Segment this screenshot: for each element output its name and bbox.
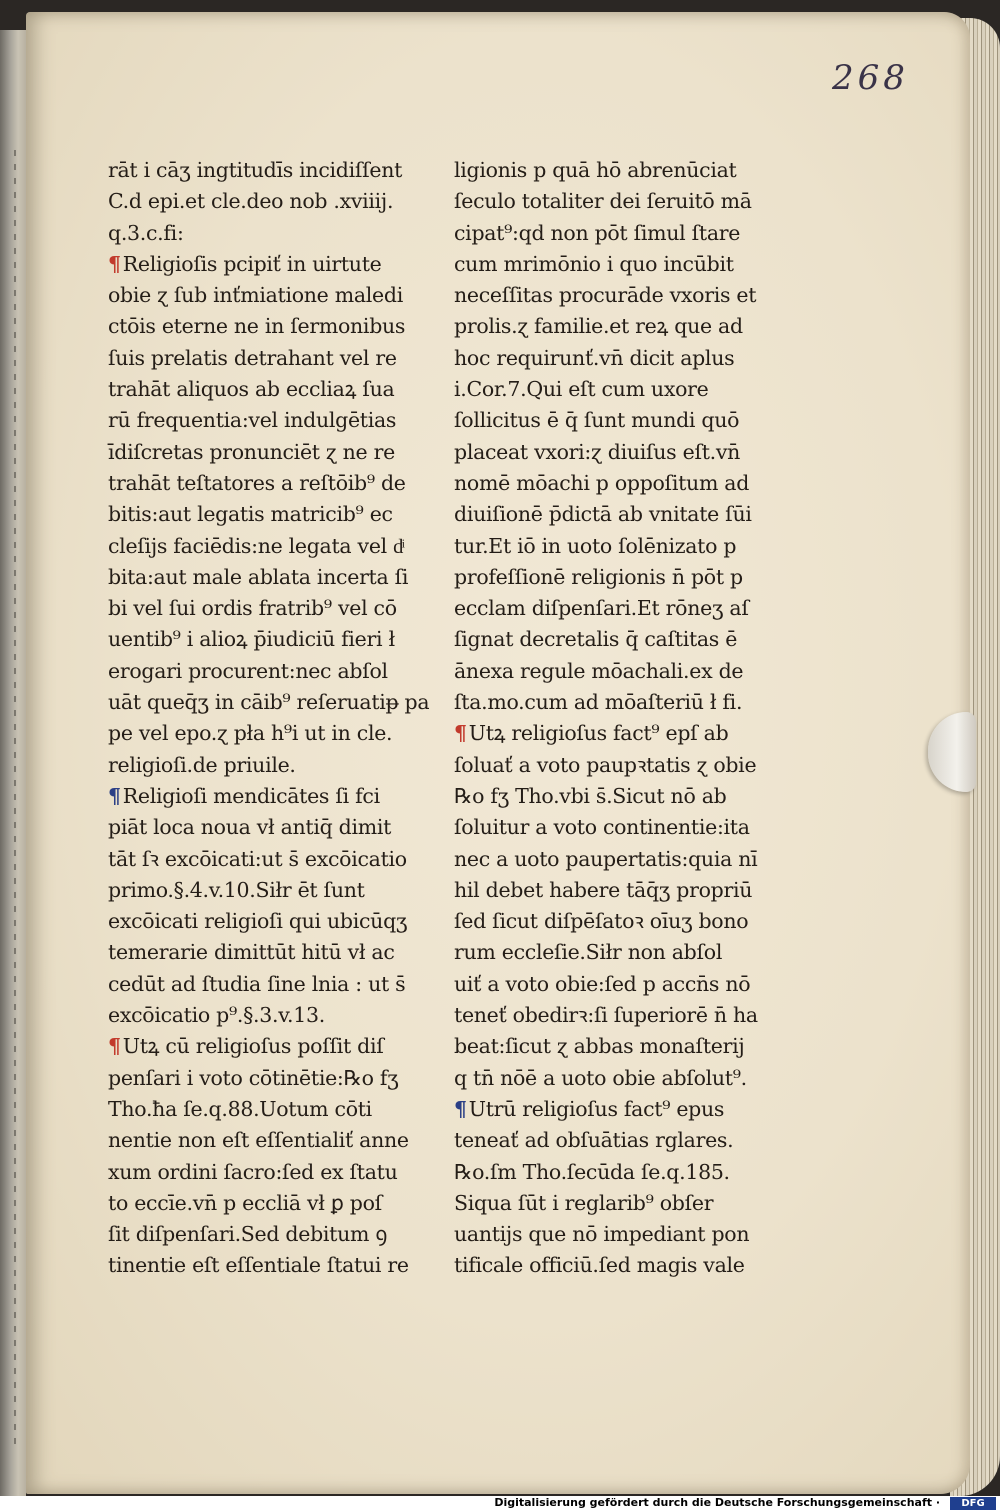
text-line [108,624,453,655]
line-text: placeat vxori:ɀ diuiſus eſt.vn̄ [454,439,741,464]
text-line [108,1188,453,1219]
text-line [108,656,453,687]
line-text: uāt queq̄ʒ in cāib⁹ reſeruatiᵽ pa [108,690,430,715]
text-line [454,1031,799,1062]
line-text: Religioſis pcipiť in uirtute [122,251,382,276]
text-line [454,656,799,687]
line-text: C.d epi.et cle.deo nob .xviiij. [108,189,394,214]
text-line [454,218,799,249]
line-text: obie ɀ ſub inťmiatione maledi [108,283,403,308]
line-text: neceſſitas procurāde vxoris et [454,283,757,308]
text-line [454,186,799,217]
text-line [454,343,799,374]
line-text: rāt i cāʒ ingtitudīs incidiſſent [108,158,403,182]
line-text: Religioſi mendicātes ſi fci [122,783,380,808]
text-line [108,875,453,906]
text-line [108,311,453,342]
text-line [108,562,453,593]
text-line [108,249,453,280]
text-line [108,280,453,311]
line-text: ſuis prelatis detrahant vel re [108,345,397,370]
line-text: beat:ſicut ɀ abbas monaſterij [454,1034,745,1059]
text-line [108,718,453,749]
paragraph-mark-icon: ¶ [108,1034,121,1059]
text-line [454,1250,799,1281]
text-line [454,875,799,906]
line-text: cedūt ad ſtudia ſine lnia : ut s̄ [108,971,406,996]
line-text: profeſſionē religionis n̄ pōt p [454,564,743,589]
line-text: ligionis p quā hō abrenūciat [454,158,737,182]
line-text: ℞o fʒ Tho.vbi s̄.Sicut nō ab [454,783,727,808]
text-column-right [454,155,799,1282]
paragraph-mark-icon: ¶ [454,1096,467,1121]
line-text: q tn̄ nōē a uoto obie abſolut⁹. [454,1065,747,1090]
text-line [454,624,799,655]
line-text: cipat⁹:qd non pōt ſimul ſtare [454,220,741,245]
line-text: tur.Et iō in uoto ſolēnizato p [454,533,737,558]
line-text: ſta.mo.cum ad mōaſteriū ł fi. [454,690,743,715]
line-text: excōicatio p⁹.§.3.v.13. [108,1003,325,1028]
paragraph-mark-icon: ¶ [108,783,121,808]
text-line [108,468,453,499]
text-line [108,781,453,812]
text-line [454,937,799,968]
line-text: rum eccleſie.Siłr non abſol [454,940,723,965]
text-line [108,750,453,781]
text-line [454,1063,799,1094]
line-text: excōicati religioſi qui ubicūqʒ [108,909,408,934]
text-line [108,1157,453,1188]
line-text: īdiſcretas pronunciēt ɀ ne re [108,439,395,464]
text-line [454,969,799,1000]
line-text: hil debet habere tāq̄ʒ propriū [454,877,753,902]
line-text: Tho.ħa ſe.q.88.Uotum cōti [108,1096,372,1121]
line-text: tificale officiū.ſed magis vale [454,1253,745,1278]
text-line [108,155,453,186]
line-text: nentie non eſt eſſentialiť anne [108,1128,409,1153]
line-text: ānexa regule mōachali.ex de [454,658,744,683]
paragraph-mark-icon: ¶ [108,251,121,276]
line-text: ſeculo totaliter dei ſeruitō mā [454,189,752,214]
text-line [108,343,453,374]
text-line [108,593,453,624]
line-text: ecclam diſpenſari.Et rōneʒ aſ [454,596,749,621]
text-line [108,1250,453,1281]
line-text: bita:aut male ablata incerta ſi [108,564,409,589]
funding-notice: Digitalisierung gefördert durch die Deutsche Forschungsgemeinschaft · [494,1496,940,1509]
text-line [108,1063,453,1094]
line-text: Utrū religioſus fact⁹ epus [468,1096,725,1121]
line-text: prolis.ɀ familie.et reꝝ que ad [454,314,743,339]
text-line [454,812,799,843]
line-text: uantijs que nō impediant pon [454,1222,750,1247]
line-text: hoc requirunť.vn̄ dicit aplus [454,345,735,370]
line-text: Siqua ſūt i reglarib⁹ obſer [454,1190,714,1215]
line-text: nec a uoto paupertatis:quia nī [454,846,758,871]
line-text: ℞o.ſm Tho.ſecūda ſe.q.185. [454,1159,730,1184]
text-line [454,155,799,186]
line-text: to eccīe.vn̄ p eccliā vł ꝑ poſ [108,1190,382,1215]
text-line [454,687,799,718]
dfg-logo: DFG [950,1497,996,1510]
line-text: erogari procurent:nec abſol [108,658,388,683]
text-line [454,374,799,405]
folio-number: 268 [832,58,909,98]
text-column-left [108,155,453,1282]
text-line [108,531,453,562]
line-text: temerarie dimittūt hitū vł ac [108,940,395,965]
text-line [454,1157,799,1188]
line-text: cleſijs faciēdis:ne legata vel dͥ [108,533,404,558]
text-line [454,781,799,812]
line-text: piāt loca noua vł antiq̄ dimit [108,815,392,840]
text-line [108,812,453,843]
line-text: trahāt teſtatores a reſtōib⁹ de [108,470,406,495]
text-line [108,937,453,968]
text-line [454,750,799,781]
line-text: teneť obedirꝛ:ſi ſuperiorē n̄ ha [454,1003,758,1028]
line-text: ſollicitus ē q̄ ſunt mundi quō [454,408,740,433]
line-text: i.Cor.7.Qui eſt cum uxore [454,377,709,402]
text-line [108,405,453,436]
line-text: nomē mōachi p oppoſitum ad [454,470,750,495]
text-line [108,969,453,1000]
paragraph-mark-icon: ¶ [454,721,467,746]
line-text: trahāt aliquos ab eccliaꝝ ſua [108,377,395,402]
line-text: ſoluitur a voto continentie:ita [454,815,750,840]
text-line [108,1219,453,1250]
line-text: uentib⁹ i alioꝝ p̄iudiciū fieri ł [108,627,395,652]
text-line [454,1000,799,1031]
text-line [454,593,799,624]
text-line [454,280,799,311]
text-line [454,562,799,593]
line-text: bi vel ſui ordis fratrib⁹ vel cō [108,596,397,621]
text-line [454,437,799,468]
line-text: diuiſionē p̄dictā ab vnitate ſūi [454,502,752,527]
line-text: rū frequentia:vel indulgētias [108,408,397,433]
line-text: q.3.c.fi: [108,220,184,245]
footer-bar [0,1496,1000,1511]
text-line [454,1125,799,1156]
left-page-edge [0,30,26,1496]
line-text: religioſi.de priuile. [108,752,296,777]
line-text: ſignat decretalis q̄ caſtitas ē [454,627,738,652]
line-text: bitis:aut legatis matricib⁹ ec [108,502,393,527]
text-line [108,1031,453,1062]
text-line [454,1219,799,1250]
text-line [108,687,453,718]
text-line [108,374,453,405]
text-line [108,499,453,530]
text-line [454,249,799,280]
text-line [108,186,453,217]
line-text: cum mrimōnio i quo incūbit [454,251,734,276]
line-text: xum ordini ſacro:ſed ex ſtatu [108,1159,398,1184]
text-line [454,405,799,436]
text-line [108,1125,453,1156]
text-line [454,844,799,875]
line-text: tāt ſꝛ excōicati:ut s̄ excōicatio [108,846,407,871]
line-text: tinentie eſt eſſentiale ſtatui re [108,1253,409,1278]
text-line [454,468,799,499]
text-line [454,311,799,342]
text-line [108,218,453,249]
text-line [108,1000,453,1031]
text-line [108,844,453,875]
text-line [454,1094,799,1125]
text-line [108,437,453,468]
line-text: teneať ad obſuātias rglares. [454,1128,734,1153]
text-line [454,531,799,562]
line-text: ctōis eterne ne in ſermonibus [108,314,406,339]
line-text: Utꝝ cū religioſus poſſit diſ [122,1034,384,1059]
text-line [454,906,799,937]
line-text: ſit diſpenſari.Sed debitum ꝯ [108,1222,388,1247]
line-text: pe vel epo.ɀ pła h⁹i ut in cle. [108,721,393,746]
line-text: primo.§.4.v.10.Siłr ēt ſunt [108,877,365,902]
line-text: ſed ſicut diſpēſatoꝛ oīuʒ bono [454,909,749,934]
line-text: ſoluať a voto paupꝛtatis ɀ obie [454,752,757,777]
text-line [454,718,799,749]
line-text: Utꝝ religioſus fact⁹ epſ ab [468,721,729,746]
line-text: penſari i voto cōtinētie:℞o fʒ [108,1065,399,1090]
text-line [454,499,799,530]
text-line [108,906,453,937]
line-text: uiť a voto obie:ſed p accn̄s nō [454,971,751,996]
text-line [108,1094,453,1125]
text-line [454,1188,799,1219]
